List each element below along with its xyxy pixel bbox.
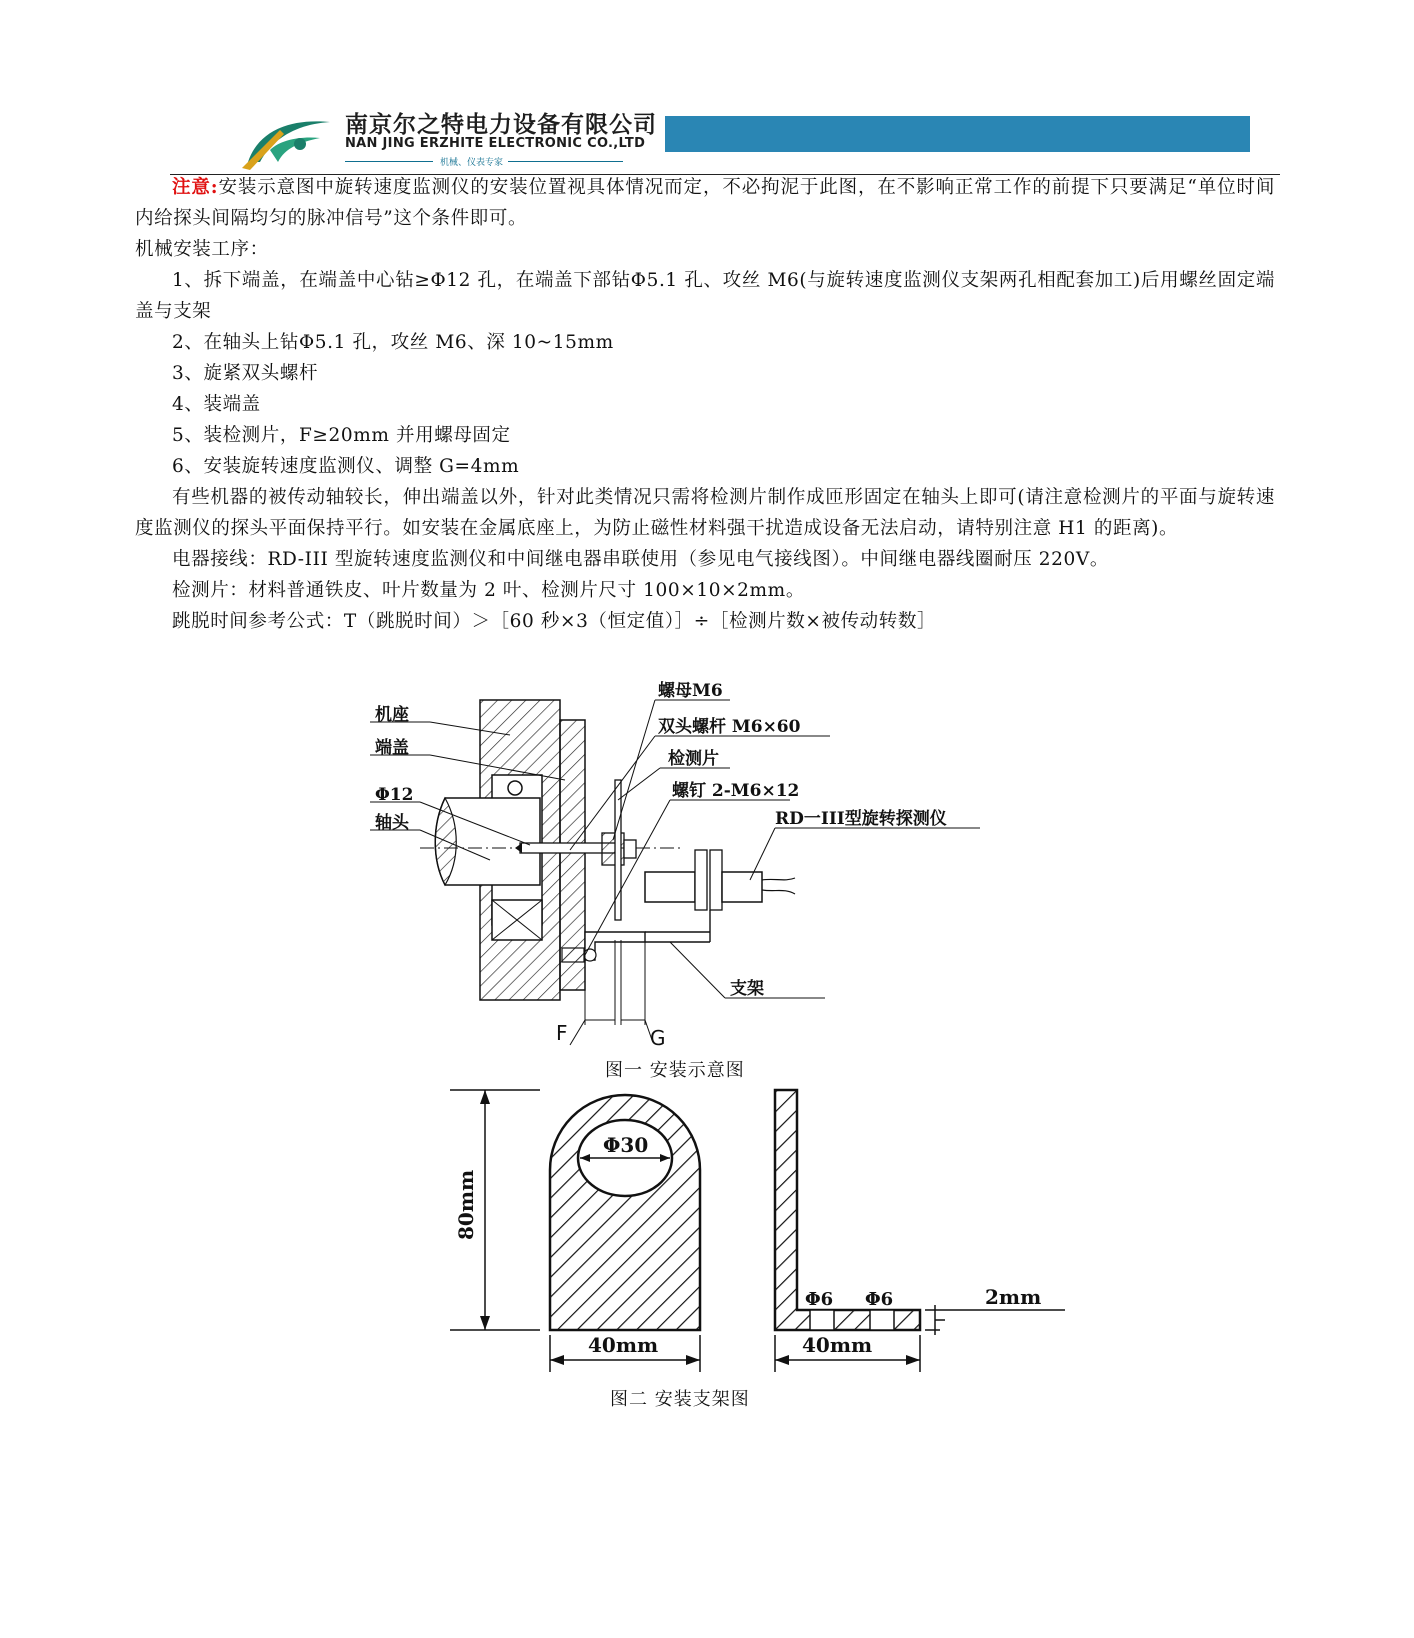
body-text — [135, 172, 1275, 637]
notice-paragraph — [135, 172, 1275, 234]
detector-paragraph: 检测片：材料普通铁皮、叶片数量为 2 叶、检测片尺寸 100×10×2mm。 — [172, 580, 805, 601]
formula-paragraph: 跳脱时间参考公式：T（跳脱时间）＞［60 秒×3（恒定值）］÷［检测片数×被传动转数］ — [172, 611, 937, 632]
company-name-cn: 南京尔之特电力设备有限公司 — [345, 112, 657, 138]
slogan-right-line — [508, 161, 623, 162]
label-screw: 螺钉 2-M6×12 — [672, 781, 800, 801]
label-phi30: Φ30 — [603, 1133, 649, 1157]
installation-diagram — [370, 681, 947, 1070]
procedure-step: 3、旋紧双头螺杆 — [172, 363, 319, 384]
header-blue-bar — [665, 116, 1250, 152]
procedure-step: 5、装检测片，F≥20mm 并用螺母固定 — [172, 425, 511, 446]
label-cover: 端盖 — [375, 738, 409, 758]
procedure-step: 6、安装旋转速度监测仪、调整 G=4mm — [172, 456, 520, 477]
slogan-left-line — [345, 161, 433, 162]
bracket-side-view — [775, 1090, 920, 1330]
label-phi6-a: Φ6 — [805, 1289, 834, 1310]
figure2-caption: 图二 安装支架图 — [610, 1389, 750, 1410]
label-phi6-b: Φ6 — [865, 1289, 894, 1310]
procedure-step: 1、拆下端盖，在端盖中心钻≥Φ12 孔，在端盖下部钻Φ5.1 孔、攻丝 M6(与旋转速度监测仪支架两孔相配套加工)后用螺丝固定端盖与支架 — [135, 270, 1275, 322]
label-bracket: 支架 — [730, 979, 764, 999]
page-header — [240, 100, 1280, 180]
rotation-sensor — [645, 872, 695, 902]
notice-text: 安装示意图中旋转速度监测仪的安装位置视具体情况而定，不必拘泥于此图，在不影响正常工作的前提下只要满足“单位时间内给探头间隔均匀的脉冲信号”这个条件即可。 — [135, 177, 1275, 229]
figure1-caption: 图一 安装示意图 — [605, 1060, 745, 1081]
label-height: 80mm — [454, 1169, 478, 1240]
label-sensor: RD一III型旋转探测仪 — [775, 809, 947, 829]
procedure-step: 2、在轴头上钻Φ5.1 孔，攻丝 M6、深 10~15mm — [172, 332, 614, 353]
label-nut: 螺母M6 — [658, 681, 723, 701]
label-phi12: Φ12 — [375, 785, 414, 805]
label-stud: 双头螺杆 M6×60 — [658, 717, 801, 737]
long-shaft-paragraph: 有些机器的被传动轴较长，伸出端盖以外，针对此类情况只需将检测片制作成匝形固定在轴头上即可(请注意检测片的平面与旋转速度监测仪的探头平面保持平行。如安装在金属底座上，为防止磁性材料强干扰造成设备无法启动，请特别注意 H1 的距离)。 — [135, 487, 1275, 539]
wiring-paragraph: 电器接线：RD-III 型旋转速度监测仪和中间继电器串联使用（参见电气接线图）。中间继电器线圈耐压 220V。 — [172, 549, 1109, 570]
label-base: 机座 — [375, 705, 409, 725]
label-shaft: 轴头 — [375, 813, 409, 833]
label-plate: 检测片 — [668, 749, 719, 769]
label-width-left: 40mm — [588, 1333, 659, 1357]
label-f: F — [556, 1021, 568, 1045]
label-width-right: 40mm — [802, 1333, 873, 1357]
notice-label: 注意: — [172, 177, 219, 198]
label-g: G — [650, 1026, 666, 1050]
label-thickness: 2mm — [985, 1285, 1042, 1309]
company-name-en: NAN JING ERZHITE ELECTRONIC CO.,LTD — [345, 136, 646, 151]
bracket-drawing — [440, 1090, 1080, 1390]
company-logo-icon — [240, 110, 340, 170]
procedure-step: 4、装端盖 — [172, 394, 261, 415]
procedure-title: 机械安装工序： — [135, 239, 269, 260]
company-slogan: 机械、仪表专家 — [440, 158, 504, 168]
